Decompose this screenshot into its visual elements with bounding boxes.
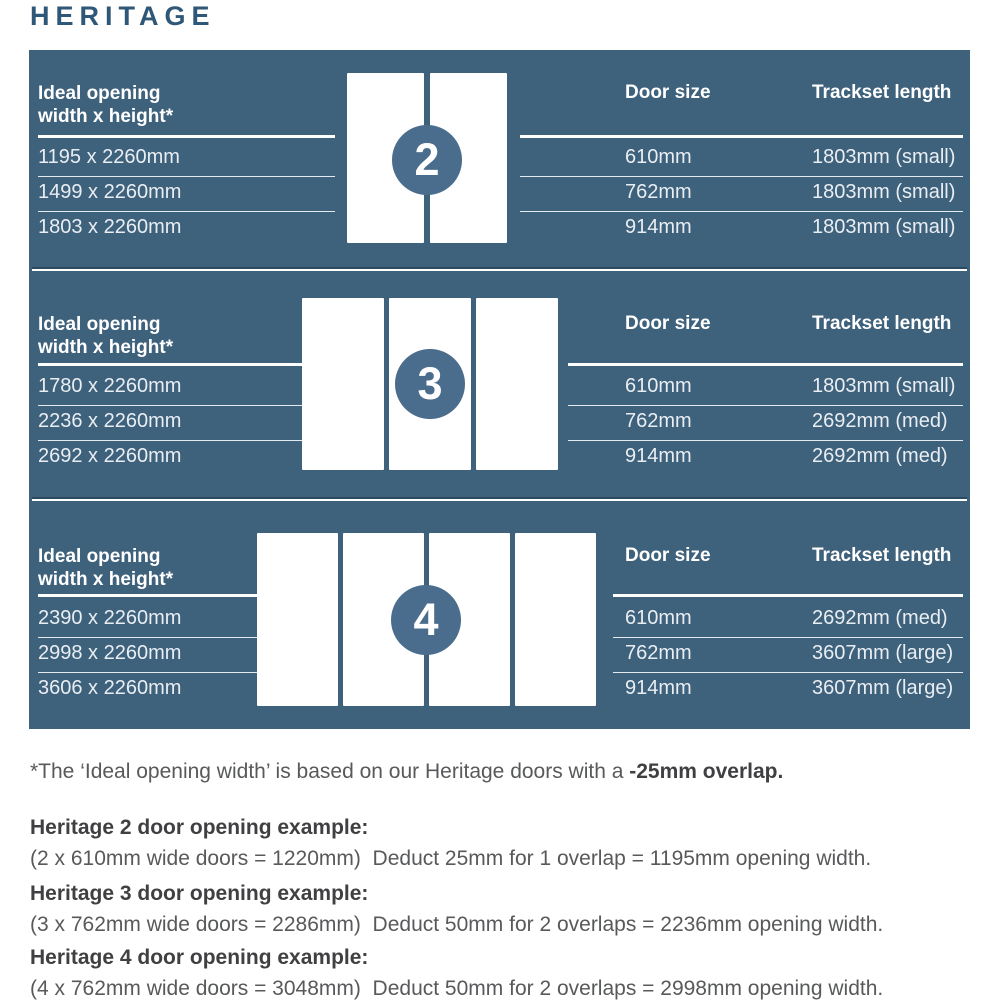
row-divider	[38, 211, 335, 212]
ideal-opening-header-line2: width x height*	[38, 337, 174, 358]
heritage-spec-panel	[29, 50, 970, 729]
door-size-value: 610mm	[625, 375, 692, 397]
ideal-opening-header-line1: Ideal opening	[38, 546, 161, 567]
door-size-value: 610mm	[625, 146, 692, 168]
door-size-header: Door size	[625, 545, 711, 566]
door-size-header: Door size	[625, 82, 711, 103]
footnote-bold-text: -25mm overlap.	[629, 760, 784, 783]
door-size-value: 762mm	[625, 410, 692, 432]
example-heading: Heritage 2 door opening example:	[30, 816, 369, 839]
row-divider	[568, 440, 963, 441]
trackset-length-header: Trackset length	[812, 545, 952, 566]
trackset-length-value: 1803mm (small)	[812, 181, 956, 203]
door-size-header: Door size	[625, 313, 711, 334]
trackset-length-value: 3607mm (large)	[812, 642, 954, 664]
section-2-door	[29, 50, 970, 269]
trackset-length-value: 1803mm (small)	[812, 146, 956, 168]
door-panel	[302, 298, 384, 470]
row-divider	[38, 176, 335, 177]
door-size-value: 762mm	[625, 642, 692, 664]
row-divider	[38, 405, 335, 406]
opening-size-value: 1195 x 2260mm	[38, 146, 180, 168]
trackset-length-value: 1803mm (small)	[812, 375, 956, 397]
row-divider	[568, 405, 963, 406]
row-divider	[520, 176, 963, 177]
door-count-badge: 4	[391, 585, 461, 655]
door-panel	[257, 533, 338, 706]
example-heading: Heritage 4 door opening example:	[30, 946, 369, 969]
trackset-length-value: 1803mm (small)	[812, 216, 956, 238]
opening-size-value: 2390 x 2260mm	[38, 607, 182, 629]
ideal-opening-header	[38, 82, 173, 128]
right-header-rule	[520, 135, 963, 138]
door-size-value: 762mm	[625, 181, 692, 203]
door-size-value: 914mm	[625, 445, 692, 467]
trackset-length-value: 2692mm (med)	[812, 445, 948, 467]
opening-size-value: 1780 x 2260mm	[38, 375, 182, 397]
example-body: (2 x 610mm wide doors = 1220mm) Deduct 25mm for 1 overlap = 1195mm opening width.	[30, 847, 872, 870]
door-count-badge: 3	[395, 349, 465, 419]
example-body: (4 x 762mm wide doors = 3048mm) Deduct 50mm for 2 overlaps = 2998mm opening width.	[30, 977, 884, 1000]
door-panel	[515, 533, 596, 706]
ideal-opening-header	[38, 545, 173, 591]
right-header-rule	[613, 594, 963, 597]
section-3-door	[29, 271, 970, 499]
door-size-value: 914mm	[625, 216, 692, 238]
opening-size-value: 2236 x 2260mm	[38, 410, 182, 432]
ideal-opening-header-line1: Ideal opening	[38, 314, 161, 335]
example-body: (3 x 762mm wide doors = 2286mm) Deduct 50mm for 2 overlaps = 2236mm opening width.	[30, 913, 884, 936]
row-divider	[38, 440, 335, 441]
trackset-length-value: 2692mm (med)	[812, 607, 948, 629]
left-header-rule	[38, 135, 335, 138]
right-header-rule	[568, 363, 963, 366]
footnote-text: *The ‘Ideal opening width’ is based on our Heritage doors with a	[30, 760, 630, 783]
door-size-value: 610mm	[625, 607, 692, 629]
trackset-length-value: 3607mm (large)	[812, 677, 954, 699]
opening-size-value: 1499 x 2260mm	[38, 181, 182, 203]
row-divider	[613, 637, 963, 638]
page-title: HERITAGE	[30, 1, 216, 31]
section-4-door	[29, 501, 970, 729]
opening-size-value: 2998 x 2260mm	[38, 642, 182, 664]
example-heading: Heritage 3 door opening example:	[30, 882, 369, 905]
footnote	[30, 760, 783, 784]
example-4-door	[30, 946, 883, 1001]
ideal-opening-header-line2: width x height*	[38, 106, 174, 127]
opening-size-value: 3606 x 2260mm	[38, 677, 182, 699]
ideal-opening-header-line1: Ideal opening	[38, 83, 161, 104]
door-count-badge: 2	[392, 125, 462, 195]
trackset-length-header: Trackset length	[812, 82, 952, 103]
door-size-value: 914mm	[625, 677, 692, 699]
trackset-length-value: 2692mm (med)	[812, 410, 948, 432]
opening-size-value: 2692 x 2260mm	[38, 445, 182, 467]
trackset-length-header: Trackset length	[812, 313, 952, 334]
opening-size-value: 1803 x 2260mm	[38, 216, 182, 238]
example-3-door	[30, 882, 883, 937]
row-divider	[520, 211, 963, 212]
left-header-rule	[38, 363, 335, 366]
door-panel	[476, 298, 558, 470]
ideal-opening-header-line2: width x height*	[38, 569, 174, 590]
row-divider	[613, 672, 963, 673]
ideal-opening-header	[38, 313, 173, 359]
example-2-door	[30, 816, 871, 871]
